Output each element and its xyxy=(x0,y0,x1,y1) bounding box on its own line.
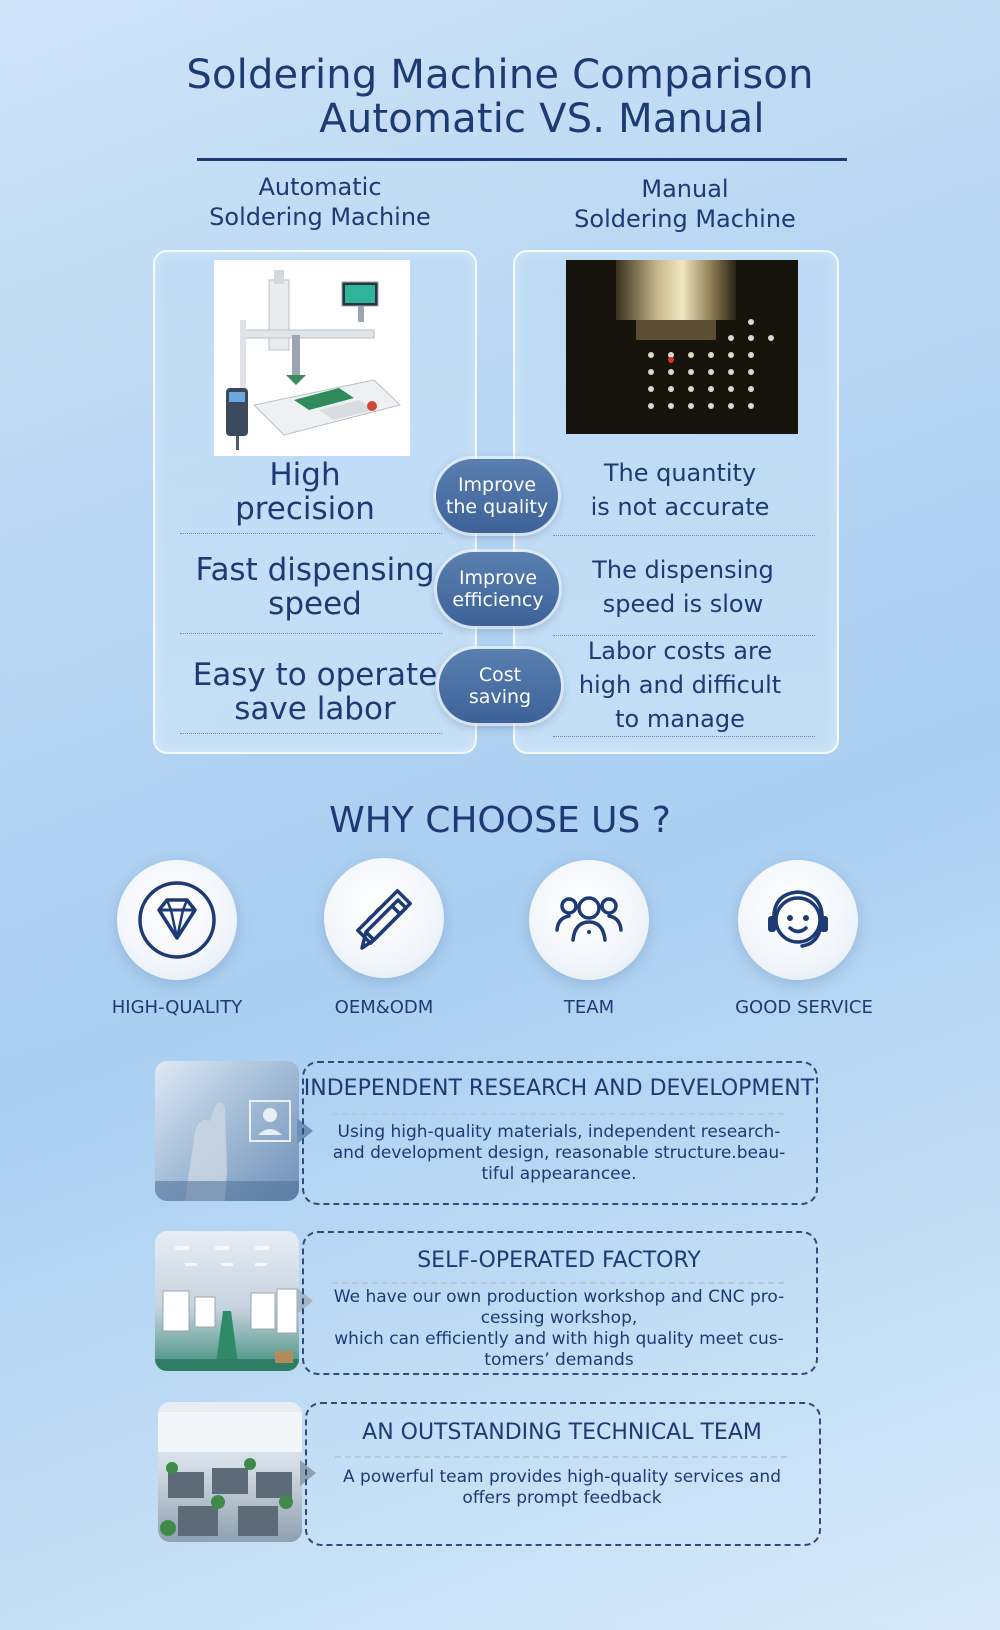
factory-body: We have our own production workshop and CNC pro- cessing workshop, which can efficiently and with high quality meet cus- tomers’ demands xyxy=(333,1287,785,1370)
manual-divider-3 xyxy=(553,736,815,737)
factory-floor-photo xyxy=(155,1231,299,1371)
good-service-icon-circle xyxy=(738,860,858,980)
factory-divider xyxy=(332,1282,784,1284)
team-divider xyxy=(335,1456,787,1458)
manual-feature-1: The quantity is not accurate xyxy=(590,459,770,521)
manual-column-heading: Manual Soldering Machine xyxy=(574,175,796,233)
research-divider xyxy=(332,1113,784,1115)
good-service-label: GOOD SERVICE xyxy=(735,997,873,1018)
oem-odm-icon-circle xyxy=(324,858,444,978)
automatic-feature-3: Easy to operate save labor xyxy=(192,657,438,727)
manual-divider-1 xyxy=(553,535,815,536)
team-icon-circle xyxy=(529,860,649,980)
office-team-photo xyxy=(158,1402,302,1542)
automatic-divider-2 xyxy=(180,633,442,634)
team-title: AN OUTSTANDING TECHNICAL TEAM xyxy=(362,1420,762,1445)
benefit-pill-quality: Improve the quality xyxy=(436,459,558,533)
headset-smile-icon xyxy=(758,880,838,960)
title-divider xyxy=(197,158,847,161)
pencil-ruler-icon xyxy=(344,878,424,958)
benefit-pill-cost: Cost saving xyxy=(439,649,561,723)
automatic-soldering-machine-photo xyxy=(214,260,410,456)
manual-soldering-closeup-photo xyxy=(566,260,798,434)
page-title-line-1: Soldering Machine Comparison xyxy=(186,52,814,98)
diamond-icon xyxy=(137,880,217,960)
manual-feature-2: The dispensing speed is slow xyxy=(592,556,774,618)
touchscreen-hand-photo xyxy=(155,1061,299,1201)
page-title-line-2: Automatic VS. Manual xyxy=(319,96,765,142)
high-quality-label: HIGH-QUALITY xyxy=(111,997,243,1018)
research-title: INDEPENDENT RESEARCH AND DEVELOPMENT xyxy=(303,1076,815,1101)
automatic-feature-2: Fast dispensing speed xyxy=(195,552,435,622)
automatic-column-heading: Automatic Soldering Machine xyxy=(209,173,431,231)
research-body: Using high-quality materials, independent research- and development design, reasonable structure.beau- tiful appearancee. xyxy=(332,1122,786,1184)
team-label: TEAM xyxy=(563,997,615,1018)
benefit-pill-efficiency: Improve efficiency xyxy=(437,552,559,626)
team-body: A powerful team provides high-quality services and offers prompt feedback xyxy=(343,1467,781,1508)
high-quality-icon-circle xyxy=(117,860,237,980)
factory-title: SELF-OPERATED FACTORY xyxy=(417,1248,701,1273)
manual-feature-3: Labor costs are high and difficult to manage xyxy=(578,637,782,733)
oem-odm-label: OEM&ODM xyxy=(334,997,434,1018)
automatic-feature-1: High precision xyxy=(235,457,375,527)
automatic-divider-3 xyxy=(180,733,442,734)
why-choose-us-heading: WHY CHOOSE US ? xyxy=(329,800,671,841)
team-icon xyxy=(549,880,629,960)
automatic-divider-1 xyxy=(180,533,442,534)
